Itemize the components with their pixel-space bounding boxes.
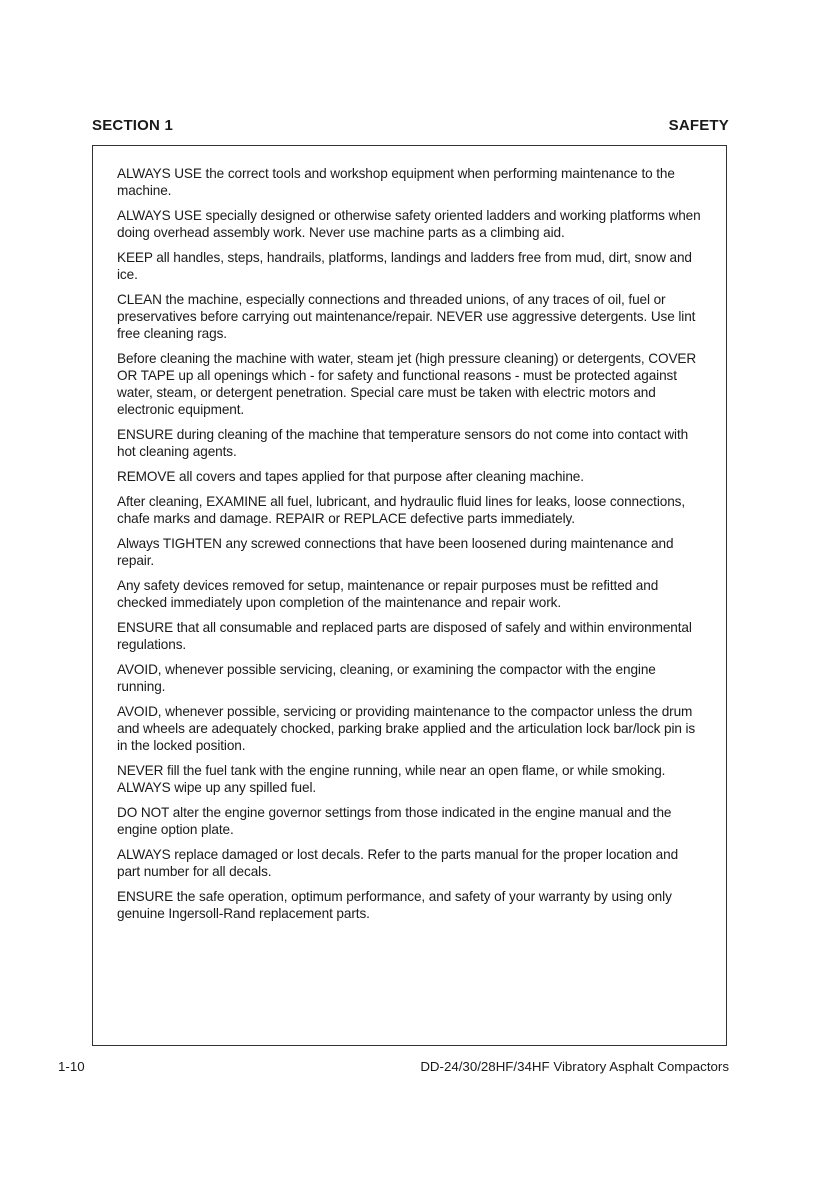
safety-paragraph: AVOID, whenever possible, servicing or providing maintenance to the compactor unless the drum and wheels are adequately chocked, parking brake applied and the articulation lock bar/lock pin is in the locked position. — [117, 704, 696, 753]
safety-paragraph: ENSURE the safe operation, optimum performance, and safety of your warranty by using only genuine Ingersoll-Rand replacement parts. — [117, 889, 672, 921]
safety-paragraph: KEEP all handles, steps, handrails, platforms, landings and ladders free from mud, dirt, snow and ice. — [117, 250, 692, 282]
safety-paragraph: ENSURE that all consumable and replaced parts are disposed of safely and within environmental regulations. — [117, 620, 692, 652]
safety-paragraph: NEVER fill the fuel tank with the engine running, while near an open flame, or while smoking. ALWAYS wipe up any spilled fuel. — [117, 763, 666, 795]
page-footer — [58, 1059, 729, 1077]
section-label: SECTION 1 — [92, 117, 173, 134]
page-header — [92, 117, 729, 137]
safety-paragraph: AVOID, whenever possible servicing, cleaning, or examining the compactor with the engine running. — [117, 662, 656, 694]
page-number: 1-10 — [58, 1059, 85, 1074]
safety-paragraph: DO NOT alter the engine governor settings from those indicated in the engine manual and the engine option plate. — [117, 805, 672, 837]
safety-paragraph: Any safety devices removed for setup, maintenance or repair purposes must be refitted and checked immediately upon completion of the maintenance and repair work. — [117, 578, 659, 610]
safety-paragraph-list — [117, 165, 702, 930]
safety-paragraph: ALWAYS USE specially designed or otherwise safety oriented ladders and working platforms when doing overhead assembly work. Never use machine parts as a climbing aid. — [117, 208, 701, 240]
safety-paragraph: ENSURE during cleaning of the machine that temperature sensors do not come into contact with hot cleaning agents. — [117, 427, 689, 459]
document-title: DD-24/30/28HF/34HF Vibratory Asphalt Compactors — [420, 1059, 729, 1074]
section-title: SAFETY — [668, 117, 729, 134]
safety-paragraph: Always TIGHTEN any screwed connections that have been loosened during maintenance and repair. — [117, 536, 674, 568]
safety-paragraph: Before cleaning the machine with water, steam jet (high pressure cleaning) or detergents, COVER OR TAPE up all openings which - for safety and functional reasons - must be protected against water, steam, or detergent penetration. Special care must be taken with electric motors and electronic equipment. — [117, 351, 697, 417]
safety-paragraph: ALWAYS replace damaged or lost decals. Refer to the parts manual for the proper location and part number for all decals. — [117, 847, 679, 879]
safety-paragraph: After cleaning, EXAMINE all fuel, lubricant, and hydraulic fluid lines for leaks, loose connections, chafe marks and damage. REPAIR or REPLACE defective parts immediately. — [117, 494, 686, 526]
safety-paragraph: REMOVE all covers and tapes applied for that purpose after cleaning machine. — [117, 469, 584, 484]
safety-paragraph: ALWAYS USE the correct tools and workshop equipment when performing maintenance to the machine. — [117, 166, 675, 198]
safety-content-box — [92, 145, 727, 1046]
safety-paragraph: CLEAN the machine, especially connections and threaded unions, of any traces of oil, fuel or preservatives before carrying out maintenance/repair. NEVER use aggressive detergents. Use lint free cleaning rags. — [117, 292, 696, 341]
